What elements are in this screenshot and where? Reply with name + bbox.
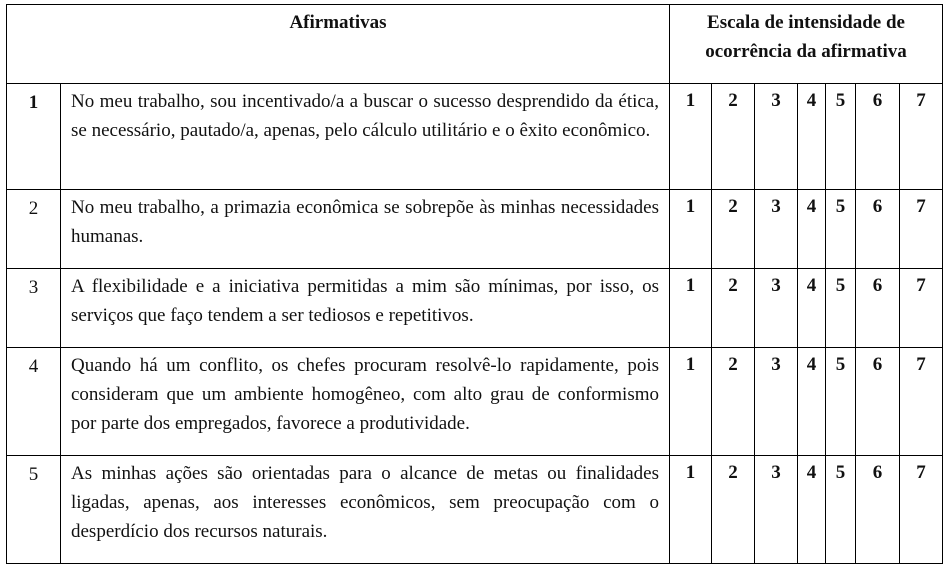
- scale-option-7[interactable]: 7: [900, 269, 943, 348]
- scale-option-2[interactable]: 2: [712, 269, 755, 348]
- row-number: 5: [7, 456, 61, 564]
- statement-text: Quando há um conflito, os chefes procuram resolvê-lo rapidamente, pois consideram que um ambiente homogêneo, com alto grau de conformismo por parte dos empregados, favorece a produtividade.: [61, 348, 670, 456]
- scale-option-4[interactable]: 4: [798, 84, 826, 190]
- scale-option-3[interactable]: 3: [755, 190, 798, 269]
- row-number: 4: [7, 348, 61, 456]
- scale-option-4[interactable]: 4: [798, 190, 826, 269]
- survey-table: [6, 4, 943, 564]
- scale-option-7[interactable]: 7: [900, 84, 943, 190]
- scale-option-6[interactable]: 6: [856, 456, 900, 564]
- table-row: [7, 348, 943, 456]
- scale-option-1[interactable]: 1: [670, 84, 712, 190]
- scale-option-2[interactable]: 2: [712, 84, 755, 190]
- table-row: [7, 190, 943, 269]
- scale-option-1[interactable]: 1: [670, 190, 712, 269]
- scale-option-6[interactable]: 6: [856, 269, 900, 348]
- scale-option-3[interactable]: 3: [755, 456, 798, 564]
- table-row: [7, 456, 943, 564]
- row-number: 2: [7, 190, 61, 269]
- scale-option-6[interactable]: 6: [856, 348, 900, 456]
- scale-option-3[interactable]: 3: [755, 348, 798, 456]
- scale-header: Escala de intensidade de ocorrência da afirmativa: [670, 5, 943, 84]
- scale-option-5[interactable]: 5: [826, 84, 856, 190]
- scale-option-5[interactable]: 5: [826, 348, 856, 456]
- scale-option-2[interactable]: 2: [712, 348, 755, 456]
- statement-text: No meu trabalho, sou incentivado/a a buscar o sucesso desprendido da ética, se necessário, pautado/a, apenas, pelo cálculo utilitário e o êxito econômico.: [61, 84, 670, 190]
- scale-option-4[interactable]: 4: [798, 348, 826, 456]
- scale-option-7[interactable]: 7: [900, 348, 943, 456]
- scale-option-2[interactable]: 2: [712, 190, 755, 269]
- scale-option-4[interactable]: 4: [798, 456, 826, 564]
- scale-option-3[interactable]: 3: [755, 84, 798, 190]
- scale-option-1[interactable]: 1: [670, 456, 712, 564]
- row-number: 1: [7, 84, 61, 190]
- scale-option-7[interactable]: 7: [900, 456, 943, 564]
- scale-option-5[interactable]: 5: [826, 456, 856, 564]
- statements-header: Afirmativas: [7, 5, 670, 84]
- scale-option-4[interactable]: 4: [798, 269, 826, 348]
- scale-option-7[interactable]: 7: [900, 190, 943, 269]
- table-row: [7, 269, 943, 348]
- scale-option-5[interactable]: 5: [826, 269, 856, 348]
- statement-text: No meu trabalho, a primazia econômica se sobrepõe às minhas necessidades humanas.: [61, 190, 670, 269]
- statement-text: A flexibilidade e a iniciativa permitidas a mim são mínimas, por isso, os serviços que faço tendem a ser tediosos e repetitivos.: [61, 269, 670, 348]
- scale-option-1[interactable]: 1: [670, 348, 712, 456]
- scale-option-6[interactable]: 6: [856, 84, 900, 190]
- table-row: [7, 84, 943, 190]
- scale-option-1[interactable]: 1: [670, 269, 712, 348]
- scale-option-6[interactable]: 6: [856, 190, 900, 269]
- row-number: 3: [7, 269, 61, 348]
- scale-option-2[interactable]: 2: [712, 456, 755, 564]
- scale-option-3[interactable]: 3: [755, 269, 798, 348]
- scale-option-5[interactable]: 5: [826, 190, 856, 269]
- header-row: [7, 5, 943, 84]
- statement-text: As minhas ações são orientadas para o alcance de metas ou finalidades ligadas, apenas, aos interesses econômicos, sem preocupação com o desperdício dos recursos naturais.: [61, 456, 670, 564]
